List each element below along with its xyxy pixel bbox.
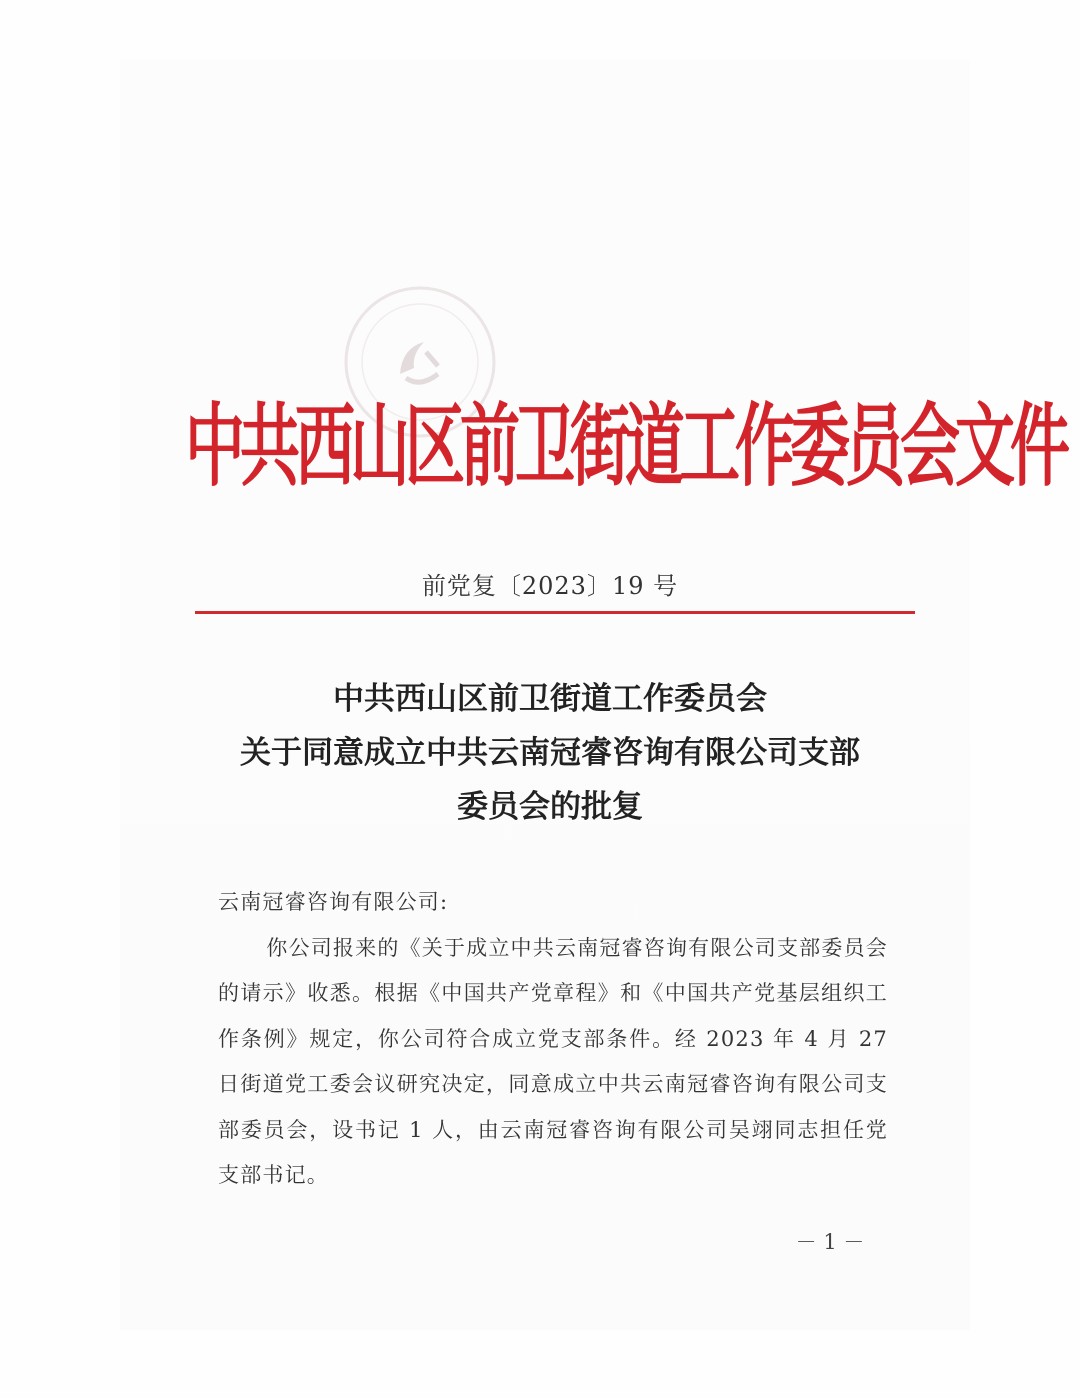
page-number: － 1 － <box>795 1230 865 1254</box>
subject-line-2: 关于同意成立中共云南冠睿咨询有限公司支部 <box>240 735 860 771</box>
document-number: 前党复〔2023〕19 号 <box>421 572 679 600</box>
subject-line-3: 委员会的批复 <box>457 789 643 825</box>
salutation: 云南冠睿咨询有限公司: <box>218 890 449 914</box>
document-header-title: 中共西山区前卫街道工作委员会文件 <box>185 394 1065 500</box>
subject-line-1: 中共西山区前卫街道工作委员会 <box>333 681 767 717</box>
document-subject <box>160 672 940 834</box>
document-body <box>218 880 888 1199</box>
body-paragraph: 你公司报来的《关于成立中共云南冠睿咨询有限公司支部委员会的请示》收悉。根据《中国共产党章程》和《中国共产党基层组织工作条例》规定，你公司符合成立党支部条件。经 2023 年 4 月 27 日街道党工委会议研究决定，同意成立中共云南冠睿咨询有限公司支部委员会，设书记 1 人，由云南冠睿咨询有限公司吴翊同志担任党支部书记。 <box>218 935 888 1187</box>
red-divider-line <box>195 611 915 614</box>
